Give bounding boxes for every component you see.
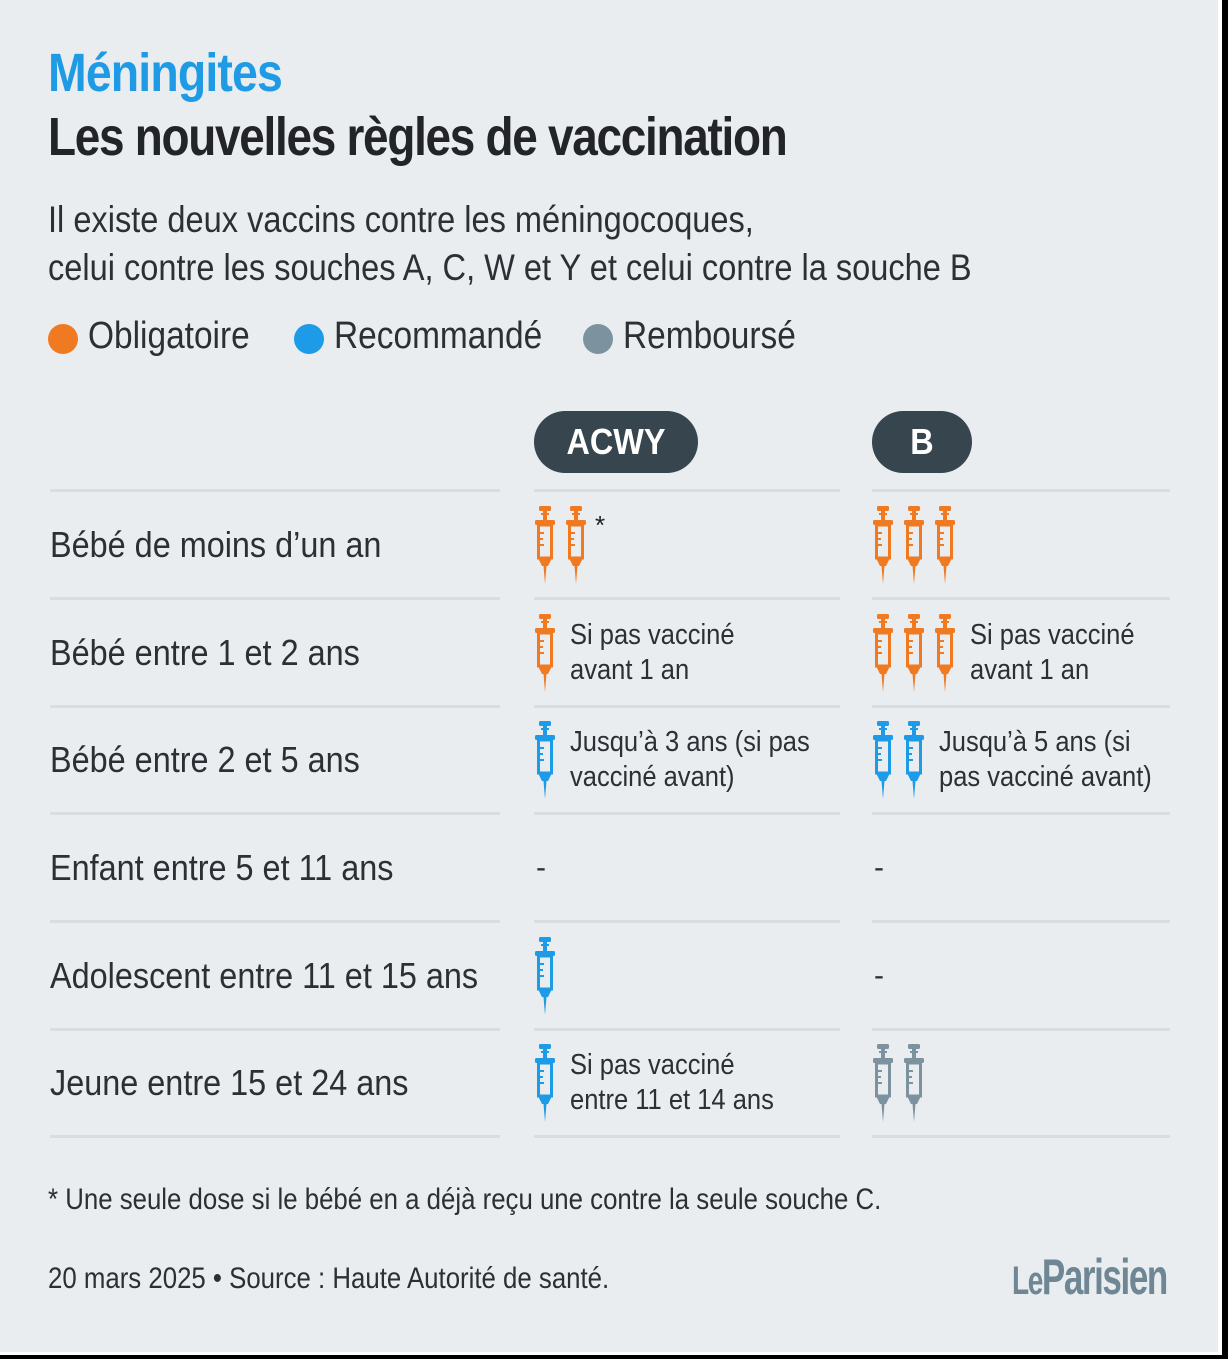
le-parisien-logo: LeParisien [1012,1249,1167,1305]
row-label: Adolescent entre 11 et 15 ans [50,954,479,996]
syringe-icon [934,506,956,584]
asterisk-marker: * [595,510,606,540]
row-label: Bébé entre 1 et 2 ans [50,631,360,673]
cell-note: Si pas vacciné entre 11 et 14 ans [570,1049,774,1116]
row-divider [50,489,500,492]
row-label: Jeune entre 15 et 24 ans [50,1062,409,1103]
row-divider [50,812,500,815]
no-vaccine-dash: - [874,850,884,884]
cell-note: Jusqu’à 5 ans (si pas vacciné avant) [939,726,1152,793]
subtitle [48,196,1098,292]
cell-acwy [534,815,840,920]
cell-acwy [534,923,840,1028]
syringe-icon [872,506,894,584]
syringe-icon [903,721,925,799]
dose-icons [872,1044,925,1122]
syringe-icon [934,614,956,692]
row-divider [50,597,500,600]
syringe-icon [903,614,925,692]
syringe-icon [903,1044,925,1122]
column-header-b: B [872,411,972,473]
dose-icons [534,506,587,584]
subtitle-line: celui contre les souches A, C, W et Y et celui contre la souche B [48,247,972,288]
kicker-title: Méningites [48,43,282,103]
orange-dot-icon [48,324,78,354]
no-vaccine-dash: - [874,958,884,992]
row-divider [872,1135,1170,1138]
syringe-icon [903,506,925,584]
source-line: 20 mars 2025 • Source : Haute Autorité de santé. [48,1262,610,1295]
cell-b [872,708,1170,812]
row-label: Bébé entre 2 et 5 ans [50,739,360,780]
cell-b [872,815,1170,920]
syringe-icon [534,721,556,799]
cell-acwy [534,1031,840,1135]
row-label: Enfant entre 5 et 11 ans [50,846,394,888]
cell-note: Jusqu’à 3 ans (si pas vacciné avant) [570,726,810,793]
dose-icons [534,1044,556,1122]
row-divider [50,1028,500,1031]
column-header-acwy: ACWY [534,411,698,473]
syringe-icon [872,1044,894,1122]
row-divider [50,1135,500,1138]
dose-icons [872,721,925,799]
dose-icons [872,506,956,584]
cell-b [872,492,1170,597]
row-divider [50,705,500,708]
syringe-icon [872,721,894,799]
infographic-panel: Méningites Les nouvelles règles de vaccination Il existe deux vaccins contre les méningocoques, celui contre les souches A, C, W et Y et celui contre la souche B Obligatoire Recommandé Remboursé ACWY B Bébé de moins d’un an * Bébé entre 1 et 2 ans Si pas vacciné avant 1 an Si pas vacciné avant 1 an Bébé entre 2 et 5 ans Jusqu’à 3 ans (si pas vacciné avant) Jusqu’à 5 ans (si pas vacciné avant) Enfant entre 5 et 11 ans - - Adolescent entre 11 et 15 ans - Jeune entre 15 et 24 ans Si pas vacciné entre 11 et 14 ans * Une seule dose si le bébé en a déjà reçu une contre la seule souche C. 20 mars 2025 • Source : Haute Autorité de santé. LeParisien [0,0,1218,1352]
subtitle-line: Il existe deux vaccins contre les méningocoques, [48,199,754,240]
row-divider [534,1135,840,1138]
cell-acwy [534,708,840,812]
footnote: * Une seule dose si le bébé en a déjà reçu une contre la seule souche C. [48,1183,882,1216]
dose-icons [534,937,556,1015]
cell-note: Si pas vacciné avant 1 an [970,618,1135,686]
syringe-icon [872,614,894,692]
cell-acwy [534,600,840,705]
main-title: Les nouvelles règles de vaccination [48,107,787,167]
blue-dot-icon [294,324,324,354]
dose-icons [872,614,956,692]
dose-icons [534,721,556,799]
dose-icons [534,614,556,692]
syringe-icon [534,1044,556,1122]
no-vaccine-dash: - [536,850,546,884]
gray-dot-icon [583,324,613,354]
cell-b [872,600,1170,705]
syringe-icon [534,937,556,1015]
cell-b [872,923,1170,1028]
row-label: Bébé de moins d’un an [50,523,382,565]
cell-note: Si pas vacciné avant 1 an [570,618,735,686]
cell-acwy [534,492,840,597]
syringe-icon [534,506,556,584]
syringe-icon [565,506,587,584]
row-divider [50,920,500,923]
cell-b [872,1031,1170,1135]
syringe-icon [534,614,556,692]
